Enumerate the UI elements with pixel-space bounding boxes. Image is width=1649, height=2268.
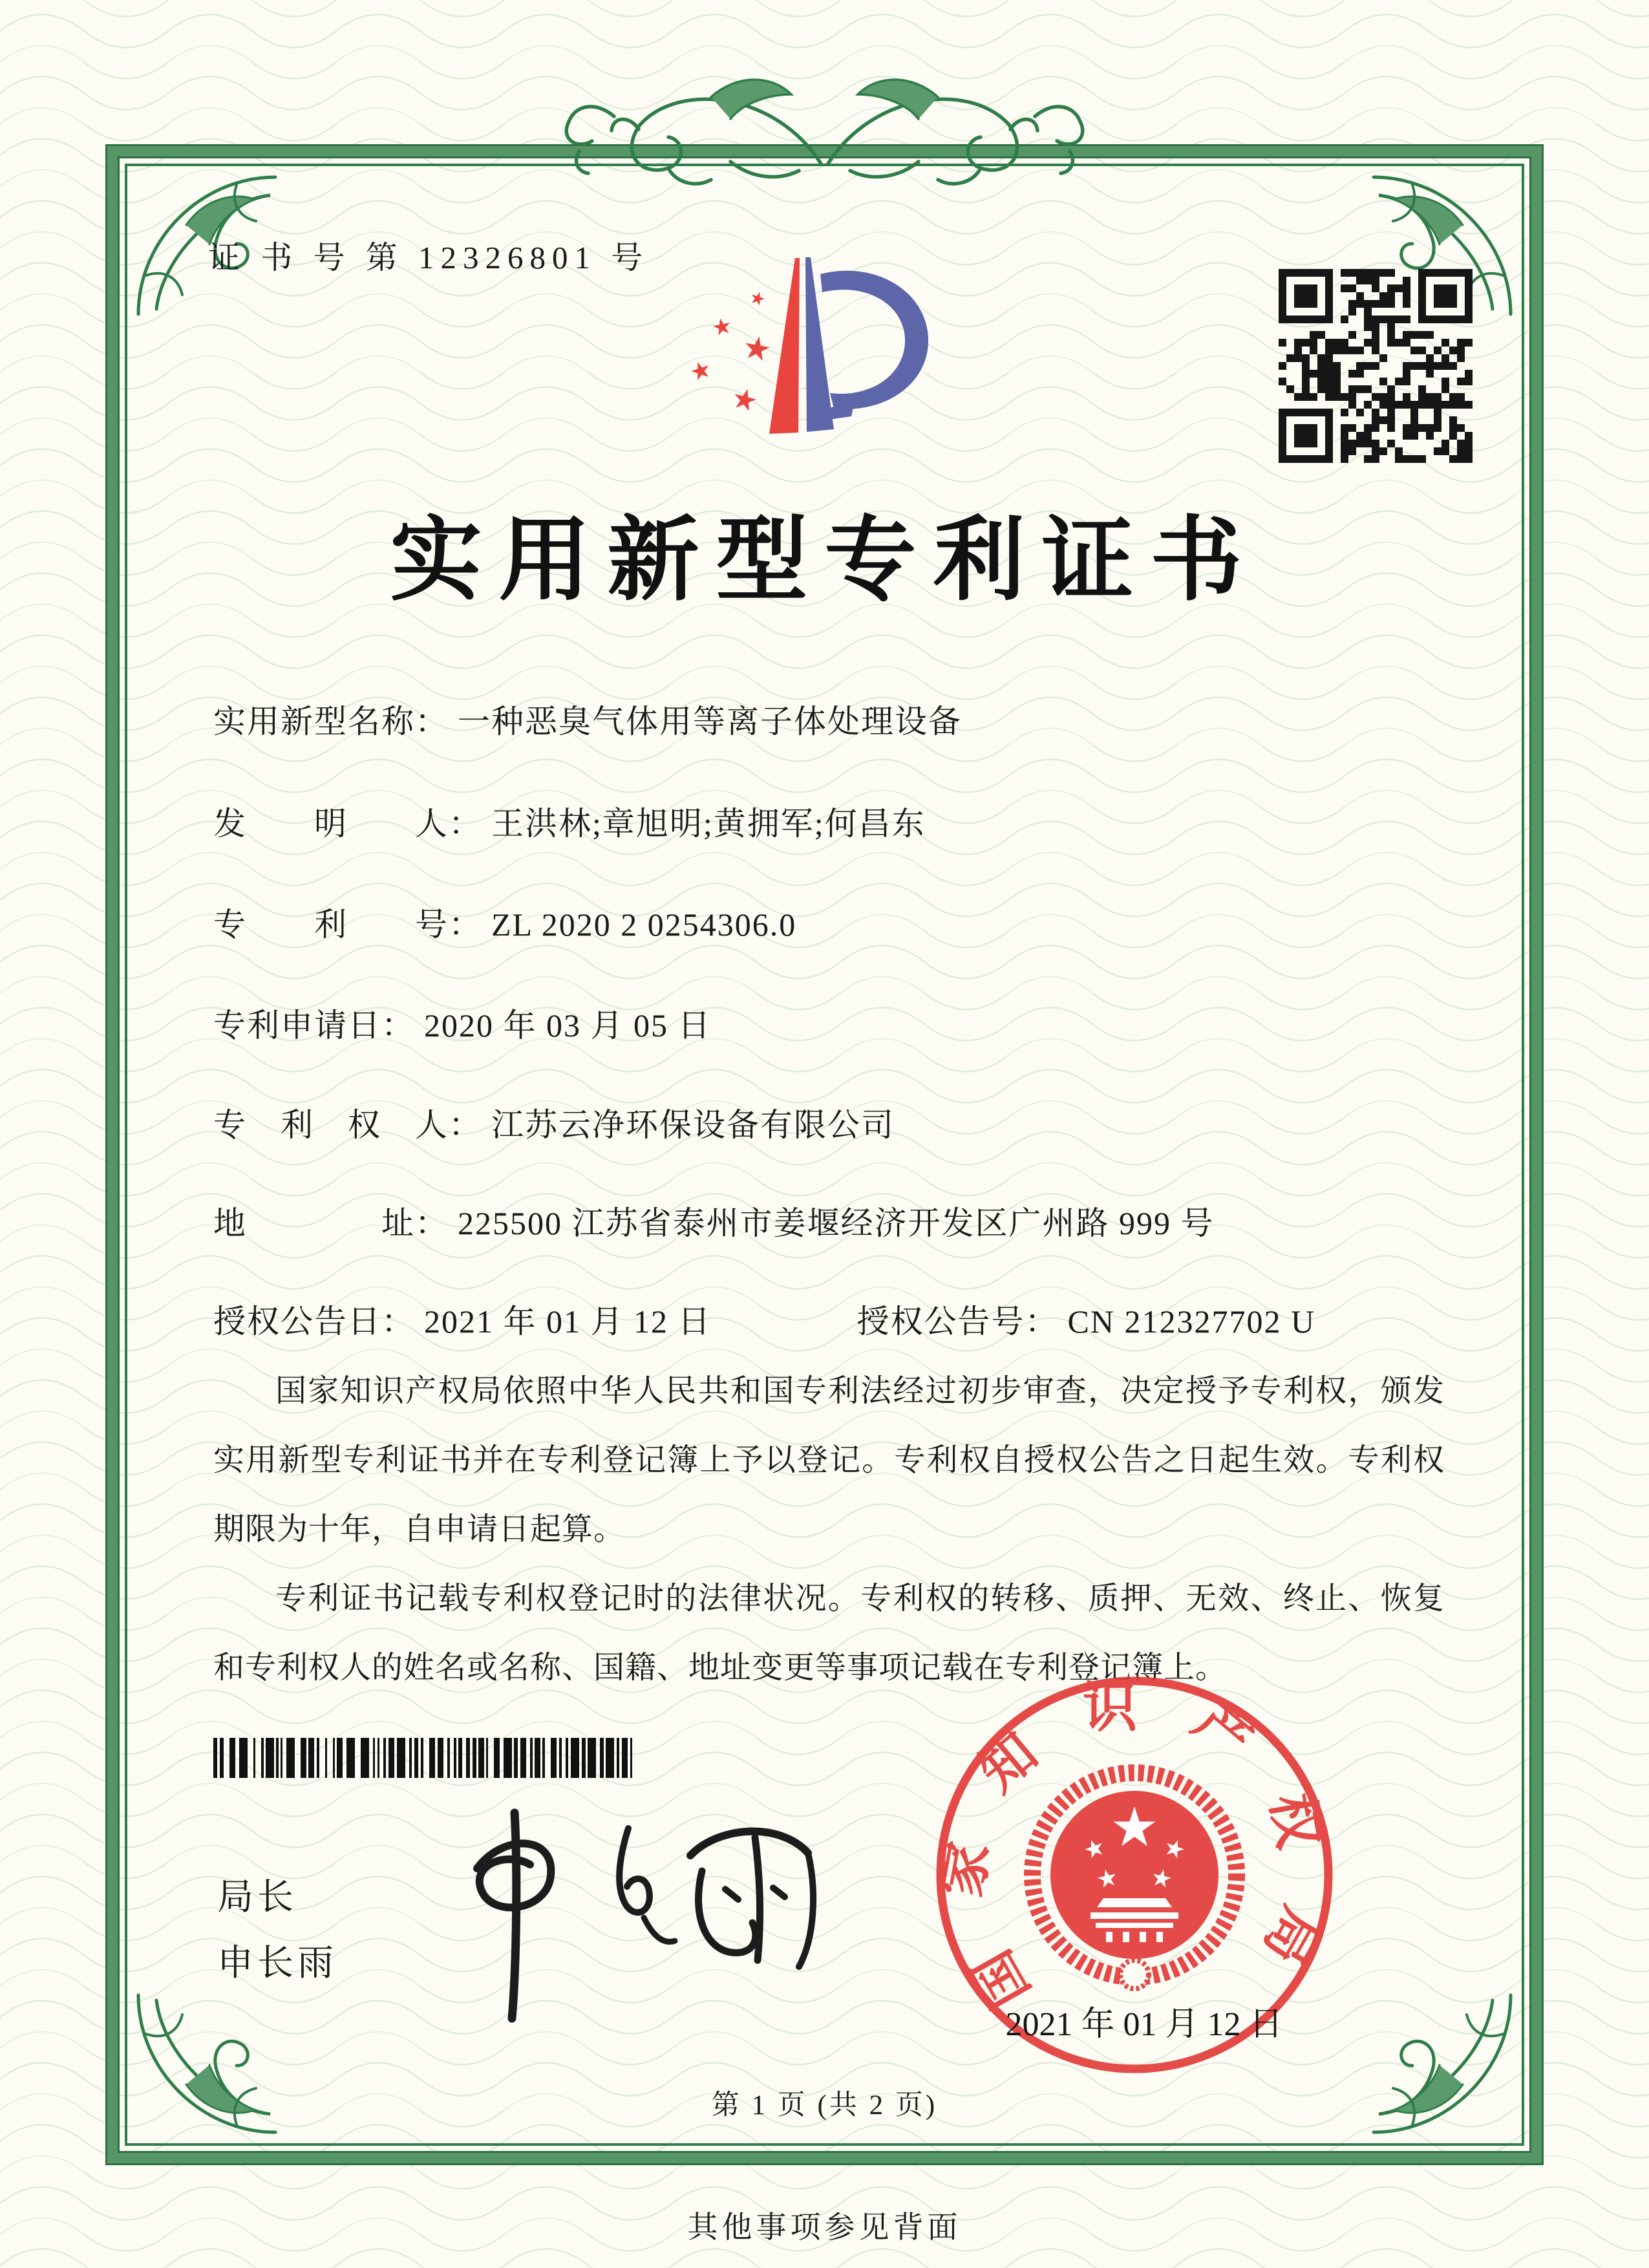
certificate-number: 证 书 号 第 12326801 号 [208, 240, 650, 275]
certificate-title: 实用新型专利证书 [390, 509, 1259, 612]
field-value: 一种恶臭气体用等离子体处理设备 [458, 703, 962, 740]
field-row-grant [213, 1296, 1480, 1342]
page-number-footer: 第 1 页 (共 2 页) [711, 2090, 938, 2121]
cnipa-logo-icon [658, 238, 952, 458]
director-title-label: 局长 [217, 1878, 297, 1918]
field-label: 授权公告日： [213, 1303, 415, 1340]
legal-text-block [213, 1356, 1445, 1702]
field-label: 专 利 权 人： [213, 1107, 482, 1143]
grant-number-value: CN 212327702 U [1067, 1303, 1316, 1340]
back-side-note: 其他事项参见背面 [687, 2211, 962, 2245]
field-row-inventors [213, 798, 1480, 844]
field-value: 225500 江苏省泰州市姜堰经济开发区广州路 999 号 [458, 1205, 1215, 1241]
qr-code [1279, 269, 1473, 463]
director-signature [401, 1791, 853, 2037]
seal-ring-text: 国家知识产权局 [930, 1676, 1339, 2018]
field-row-filing-date [213, 1000, 1480, 1046]
field-label: 专利申请日： [213, 1007, 415, 1043]
director-name: 申长雨 [217, 1943, 337, 1984]
grant-number-label: 授权公告号： [856, 1303, 1059, 1340]
field-label: 实用新型名称： [213, 703, 449, 740]
legal-paragraph-2: 专利证书记载专利权登记时的法律状况。专利权的转移、质押、无效、终止、恢复和专利权人的姓名或名称、国籍、地址变更等事项记载在专利登记簿上。 [213, 1581, 1445, 1685]
seal-date: 2021 年 01 月 12 日 [1005, 2006, 1283, 2043]
field-value: 江苏云净环保设备有限公司 [491, 1107, 895, 1143]
field-value: 2021 年 01 月 12 日 [424, 1303, 712, 1340]
barcode [213, 1738, 640, 1778]
field-row-name [213, 696, 1480, 742]
top-dragon-ornament-left-icon [517, 57, 824, 196]
legal-paragraph-1: 国家知识产权局依照中华人民共和国专利法经过初步审查，决定授予专利权，颁发实用新型专利证书并在专利登记簿上予以登记。专利权自授权公告之日起生效。专利权期限为十年，自申请日起算。 [213, 1374, 1445, 1546]
field-row-patent-number [213, 899, 1480, 945]
field-label: 专 利 号： [213, 906, 482, 943]
field-value: ZL 2020 2 0254306.0 [491, 906, 797, 943]
field-value: 王洪林;章旭明;黄拥军;何昌东 [491, 806, 926, 842]
field-row-patentee [213, 1099, 1480, 1146]
field-label: 地 址： [213, 1205, 449, 1241]
top-dragon-ornament-right-icon [825, 57, 1132, 196]
field-row-address [213, 1197, 1480, 1244]
field-label: 发 明 人： [213, 806, 482, 842]
field-value: 2020 年 03 月 05 日 [424, 1007, 712, 1043]
